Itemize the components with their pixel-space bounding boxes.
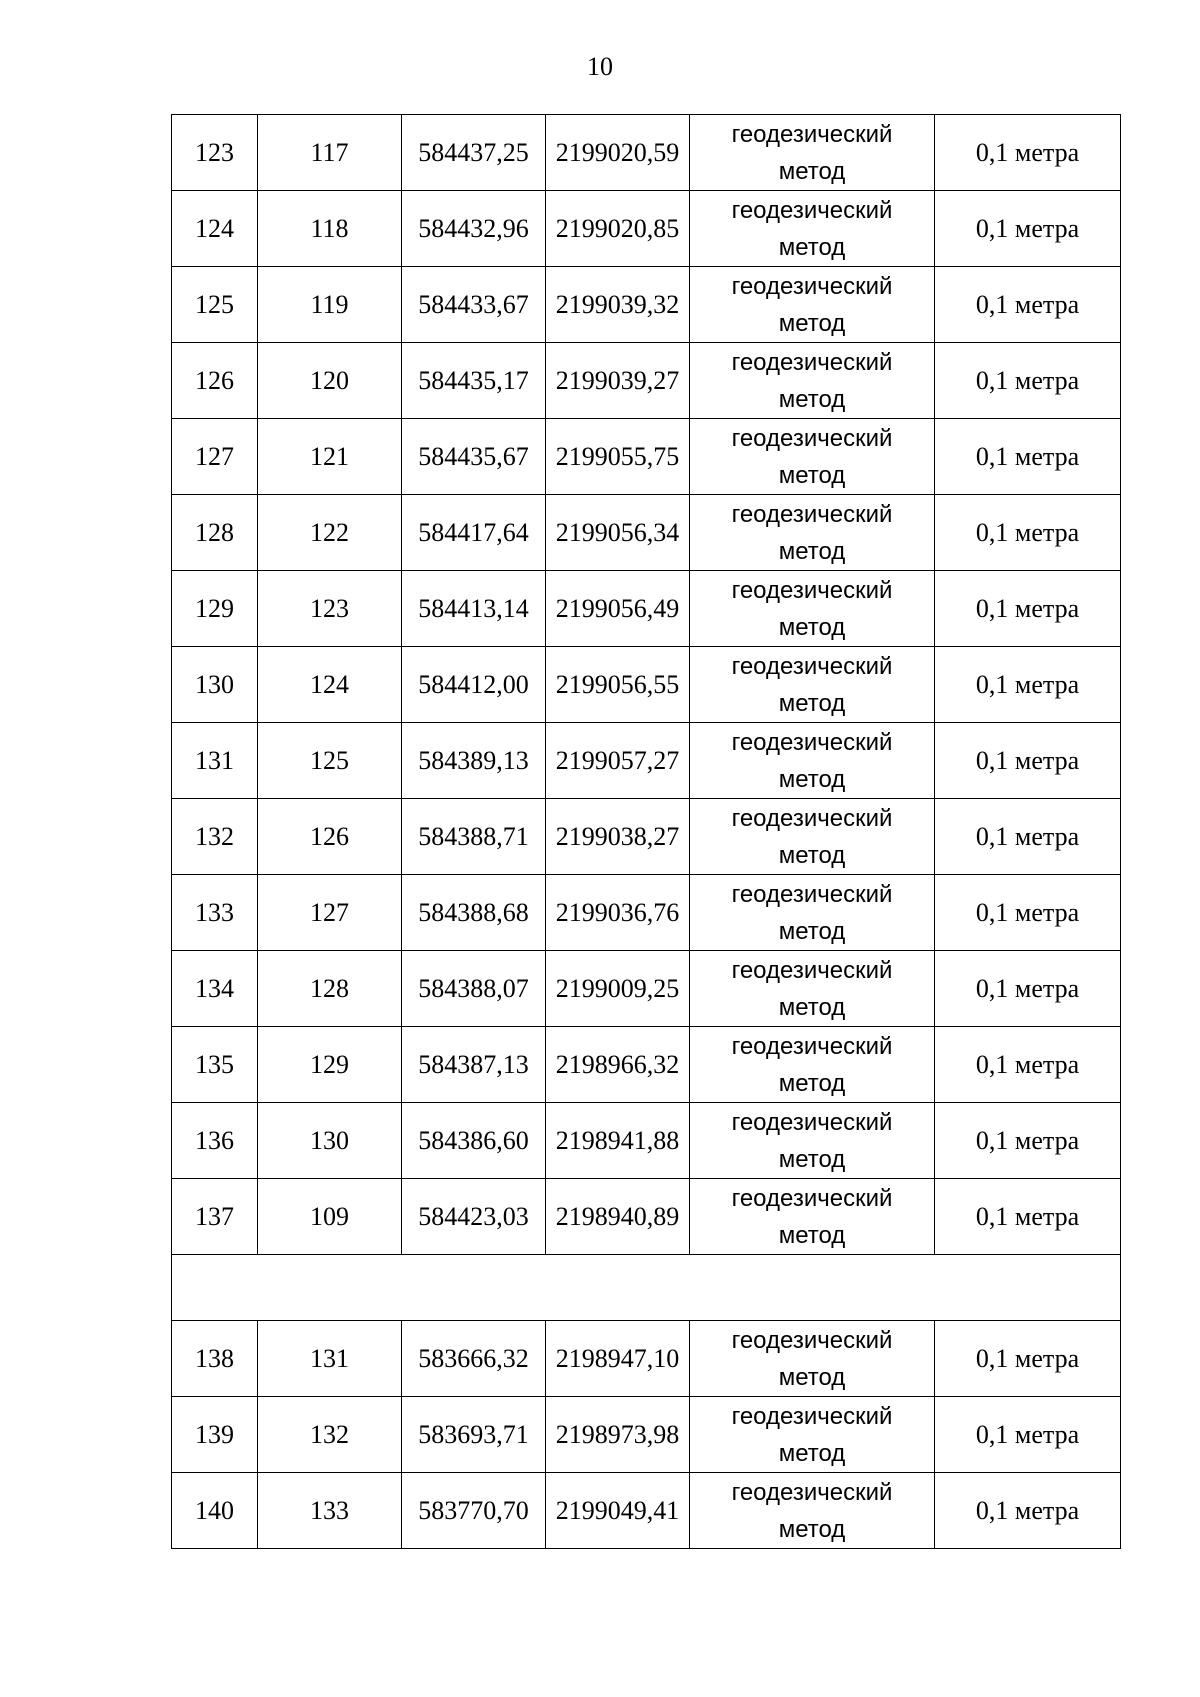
method-cell <box>690 1321 935 1397</box>
x-coordinate-cell: 584437,25 <box>402 115 546 191</box>
table-row <box>172 647 1121 723</box>
method-line-1: геодезический <box>731 804 893 832</box>
method-cell <box>690 571 935 647</box>
point-number-cell: 131 <box>258 1321 402 1397</box>
table-row <box>172 571 1121 647</box>
point-number-cell: 126 <box>258 799 402 875</box>
y-coordinate-cell: 2199038,27 <box>546 799 690 875</box>
point-number-cell: 123 <box>258 571 402 647</box>
table-row <box>172 1179 1121 1255</box>
method-line-1: геодезический <box>731 1478 893 1506</box>
accuracy-cell: 0,1 метра <box>935 1397 1121 1473</box>
row-number-cell: 126 <box>172 343 258 419</box>
accuracy-cell: 0,1 метра <box>935 115 1121 191</box>
table-row <box>172 495 1121 571</box>
y-coordinate-cell: 2199056,49 <box>546 571 690 647</box>
x-coordinate-cell: 584435,17 <box>402 343 546 419</box>
table-row <box>172 191 1121 267</box>
row-number-cell: 130 <box>172 647 258 723</box>
method-line-2: метод <box>778 1145 846 1173</box>
accuracy-cell: 0,1 метра <box>935 571 1121 647</box>
method-line-1: геодезический <box>731 880 893 908</box>
point-number-cell: 129 <box>258 1027 402 1103</box>
page-number: 10 <box>587 52 613 81</box>
method-line-2: метод <box>778 309 846 337</box>
point-number-cell: 124 <box>258 647 402 723</box>
x-coordinate-cell: 583666,32 <box>402 1321 546 1397</box>
accuracy-cell: 0,1 метра <box>935 799 1121 875</box>
table-row <box>172 1103 1121 1179</box>
method-line-2: метод <box>778 765 846 793</box>
method-line-2: метод <box>778 385 846 413</box>
x-coordinate-cell: 584435,67 <box>402 419 546 495</box>
accuracy-cell: 0,1 метра <box>935 1027 1121 1103</box>
y-coordinate-cell: 2199056,55 <box>546 647 690 723</box>
row-number-cell: 136 <box>172 1103 258 1179</box>
method-cell <box>690 799 935 875</box>
y-coordinate-cell: 2199036,76 <box>546 875 690 951</box>
point-number-cell: 117 <box>258 115 402 191</box>
x-coordinate-cell: 584417,64 <box>402 495 546 571</box>
y-coordinate-cell: 2199055,75 <box>546 419 690 495</box>
row-number-cell: 123 <box>172 115 258 191</box>
accuracy-cell: 0,1 метра <box>935 875 1121 951</box>
coordinates-table-body <box>172 115 1121 1549</box>
accuracy-cell: 0,1 метра <box>935 1179 1121 1255</box>
method-line-2: метод <box>778 917 846 945</box>
x-coordinate-cell: 583693,71 <box>402 1397 546 1473</box>
empty-separator-cell <box>172 1255 1121 1321</box>
table-row <box>172 1473 1121 1549</box>
method-cell <box>690 495 935 571</box>
row-number-cell: 137 <box>172 1179 258 1255</box>
accuracy-cell: 0,1 метра <box>935 419 1121 495</box>
table-row <box>172 267 1121 343</box>
method-line-2: метод <box>778 461 846 489</box>
method-cell <box>690 1179 935 1255</box>
method-line-1: геодезический <box>731 272 893 300</box>
y-coordinate-cell: 2199020,85 <box>546 191 690 267</box>
accuracy-cell: 0,1 метра <box>935 647 1121 723</box>
table-row <box>172 951 1121 1027</box>
method-line-2: метод <box>778 993 846 1021</box>
method-cell <box>690 951 935 1027</box>
row-number-cell: 135 <box>172 1027 258 1103</box>
point-number-cell: 109 <box>258 1179 402 1255</box>
accuracy-cell: 0,1 метра <box>935 343 1121 419</box>
row-number-cell: 127 <box>172 419 258 495</box>
table-row <box>172 419 1121 495</box>
x-coordinate-cell: 584388,07 <box>402 951 546 1027</box>
accuracy-cell: 0,1 метра <box>935 1103 1121 1179</box>
x-coordinate-cell: 584423,03 <box>402 1179 546 1255</box>
table-row <box>172 343 1121 419</box>
x-coordinate-cell: 584386,60 <box>402 1103 546 1179</box>
row-number-cell: 138 <box>172 1321 258 1397</box>
table-row <box>172 1027 1121 1103</box>
row-number-cell: 140 <box>172 1473 258 1549</box>
method-line-1: геодезический <box>731 576 893 604</box>
point-number-cell: 121 <box>258 419 402 495</box>
row-number-cell: 133 <box>172 875 258 951</box>
method-cell <box>690 723 935 799</box>
row-number-cell: 128 <box>172 495 258 571</box>
x-coordinate-cell: 584433,67 <box>402 267 546 343</box>
table-row <box>172 1321 1121 1397</box>
x-coordinate-cell: 584388,68 <box>402 875 546 951</box>
method-cell <box>690 267 935 343</box>
method-cell <box>690 875 935 951</box>
row-number-cell: 124 <box>172 191 258 267</box>
point-number-cell: 120 <box>258 343 402 419</box>
point-number-cell: 127 <box>258 875 402 951</box>
method-line-1: геодезический <box>731 1326 893 1354</box>
point-number-cell: 128 <box>258 951 402 1027</box>
y-coordinate-cell: 2198941,88 <box>546 1103 690 1179</box>
row-number-cell: 129 <box>172 571 258 647</box>
accuracy-cell: 0,1 метра <box>935 267 1121 343</box>
y-coordinate-cell: 2199057,27 <box>546 723 690 799</box>
accuracy-cell: 0,1 метра <box>935 1321 1121 1397</box>
method-line-2: метод <box>778 841 846 869</box>
method-line-2: метод <box>778 1069 846 1097</box>
x-coordinate-cell: 584432,96 <box>402 191 546 267</box>
method-cell <box>690 419 935 495</box>
method-line-1: геодезический <box>731 120 893 148</box>
method-line-2: метод <box>778 1363 846 1391</box>
method-line-2: метод <box>778 689 846 717</box>
method-line-1: геодезический <box>731 956 893 984</box>
accuracy-cell: 0,1 метра <box>935 191 1121 267</box>
method-line-2: метод <box>778 537 846 565</box>
empty-separator-row <box>172 1255 1121 1321</box>
method-line-2: метод <box>778 233 846 261</box>
table-row <box>172 1397 1121 1473</box>
method-line-1: геодезический <box>731 500 893 528</box>
x-coordinate-cell: 584413,14 <box>402 571 546 647</box>
method-cell <box>690 115 935 191</box>
method-line-1: геодезический <box>731 1402 893 1430</box>
method-line-1: геодезический <box>731 1108 893 1136</box>
method-cell <box>690 191 935 267</box>
point-number-cell: 119 <box>258 267 402 343</box>
y-coordinate-cell: 2199049,41 <box>546 1473 690 1549</box>
point-number-cell: 133 <box>258 1473 402 1549</box>
point-number-cell: 118 <box>258 191 402 267</box>
y-coordinate-cell: 2199039,27 <box>546 343 690 419</box>
point-number-cell: 130 <box>258 1103 402 1179</box>
accuracy-cell: 0,1 метра <box>935 495 1121 571</box>
method-line-2: метод <box>778 1515 846 1543</box>
y-coordinate-cell: 2199056,34 <box>546 495 690 571</box>
method-cell <box>690 1103 935 1179</box>
y-coordinate-cell: 2198973,98 <box>546 1397 690 1473</box>
accuracy-cell: 0,1 метра <box>935 951 1121 1027</box>
method-line-1: геодезический <box>731 1032 893 1060</box>
accuracy-cell: 0,1 метра <box>935 723 1121 799</box>
row-number-cell: 139 <box>172 1397 258 1473</box>
method-line-2: метод <box>778 157 846 185</box>
point-number-cell: 132 <box>258 1397 402 1473</box>
x-coordinate-cell: 584387,13 <box>402 1027 546 1103</box>
method-line-2: метод <box>778 613 846 641</box>
y-coordinate-cell: 2199009,25 <box>546 951 690 1027</box>
coordinates-table <box>171 114 1121 1549</box>
method-line-1: геодезический <box>731 196 893 224</box>
x-coordinate-cell: 584388,71 <box>402 799 546 875</box>
x-coordinate-cell: 584412,00 <box>402 647 546 723</box>
method-cell <box>690 647 935 723</box>
row-number-cell: 125 <box>172 267 258 343</box>
method-line-1: геодезический <box>731 728 893 756</box>
y-coordinate-cell: 2199039,32 <box>546 267 690 343</box>
method-line-1: геодезический <box>731 348 893 376</box>
point-number-cell: 122 <box>258 495 402 571</box>
table-row <box>172 875 1121 951</box>
row-number-cell: 134 <box>172 951 258 1027</box>
table-row <box>172 723 1121 799</box>
y-coordinate-cell: 2198940,89 <box>546 1179 690 1255</box>
accuracy-cell: 0,1 метра <box>935 1473 1121 1549</box>
method-cell <box>690 1473 935 1549</box>
row-number-cell: 131 <box>172 723 258 799</box>
table-row <box>172 799 1121 875</box>
method-cell <box>690 343 935 419</box>
method-cell <box>690 1027 935 1103</box>
row-number-cell: 132 <box>172 799 258 875</box>
y-coordinate-cell: 2199020,59 <box>546 115 690 191</box>
method-line-1: геодезический <box>731 1184 893 1212</box>
y-coordinate-cell: 2198947,10 <box>546 1321 690 1397</box>
table-row <box>172 115 1121 191</box>
method-line-1: геодезический <box>731 424 893 452</box>
method-line-1: геодезический <box>731 652 893 680</box>
point-number-cell: 125 <box>258 723 402 799</box>
method-line-2: метод <box>778 1439 846 1467</box>
method-cell <box>690 1397 935 1473</box>
y-coordinate-cell: 2198966,32 <box>546 1027 690 1103</box>
x-coordinate-cell: 584389,13 <box>402 723 546 799</box>
x-coordinate-cell: 583770,70 <box>402 1473 546 1549</box>
method-line-2: метод <box>778 1221 846 1249</box>
